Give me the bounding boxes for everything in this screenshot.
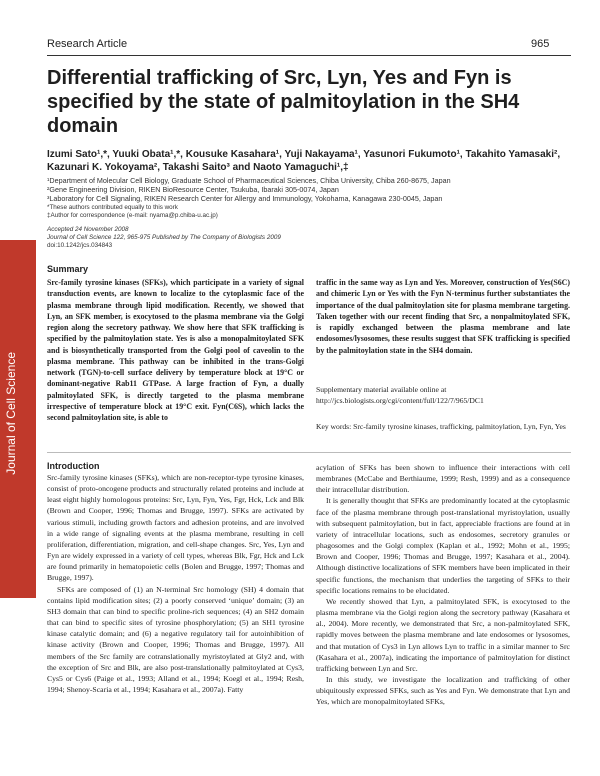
page-number: 965 [531,38,550,50]
affiliation-1: ¹Department of Molecular Cell Biology, Graduate School of Pharmaceutical Sciences, Chiba University, Chiba 260-8675, Japan [47,176,451,185]
header-rule [47,55,571,56]
paragraph: SFKs are composed of (1) an N-terminal Src homology (SH) 4 domain that contains lipid modification sites; (2) a poorly conserved ‘unique’ domain; (3) an SH3 domain that can bind to specific proline-rich sequences; (4) an SH2 domain that can bind to specific sites of tyrosine phosphorylation; (5) an SH1 tyrosine kinase catalytic domain; and (6) a negative regulatory tail for autoinhibition of kinase activity (Brown and Cooper, 1996; Thomas and Brugge, 1997). All members of the Src family are cotranslationally myristoylated at Gly2 and, with the exception of Src and Blk, are also post-translationally palmitoylated at Cys3, Cys5 or Cys6 (Paige et al., 1993; Alland et al., 1994; Koegl et al., 1994; Resh, 1994; Shenoy-Scaria et al., 1994; Kasahara et al., 2007a). Fatty [47,584,304,694]
summary-heading: Summary [47,264,89,274]
summary-right-column: traffic in the same way as Lyn and Yes. Moreover, construction of Yes(S6C) and chimeric Lyn or Yes with the Fyn N-terminus further substantiates the importance of the dual palmitoylation site for plasma membrane targeting. Taken together with our recent finding that Src, a nonpalmitoylated SFK, is rapidly exchanged between the plasma membrane and late endosomes/lysosomes, these results suggest that SFK trafficking is specified by the palmitoylation state in the SH4 domain. [316,278,570,355]
paragraph: It is generally thought that SFKs are predominantly located at the cytoplasmic face of the plasma membrane through post-translational myristoylation, usually with subsequent palmitoylation, but in fact, appreciable fractions are found at in variety of intracellular locations, such as endosomes, secretory granules or phagosomes and the Golgi complex (Kaplan et al., 1992; Mohn et al., 1995; Brown and Cooper, 1996; Thomas and Brugge, 1997; Kasahara et al., 2004). Although distinctive localizations of SFK members have been implicated in their specific functions, the mechanism that underlies the targeting of SFKs to their specific locations remains to be elucidated. [316,496,570,595]
paragraph: In this study, we investigate the localization and trafficking of other ubiquitously expressed SFKs, such as Yes and Fyn. We demonstrate that Lyn and Yes, which are monopalmitoylated SFKs, [316,674,570,707]
section-divider [47,452,571,453]
paragraph: Src-family tyrosine kinases (SFKs), which are non-receptor-type tyrosine kinases, consist of proto-oncogene products and structurally related proteins and include at least eight highly homologous proteins: Src, Lyn, Fyn, Yes, Fgr, Hck, Lck and Blk (Brown and Cooper, 1996; Thomas and Brugge, 1997). SFKs are activated by various stimuli, including growth factors and adhesion proteins, and are involved in a wide range of signaling events at the plasma membrane, resulting in cell proliferation, differentiation, migration, and cell-shape changes. Src, Yes, Lyn and Fyn are widely expressed in a variety of cell types, whereas Blk, Fgr, Hck and Lck are found primarily in hematopoietic cells (Bolen and Brugge, 1997; Thomas and Brugge, 1997). [47,473,304,583]
paragraph: We recently showed that Lyn, a palmitoylated SFK, is exocytosed to the plasma membrane via the Golgi region along the secretory pathway (Kasahara et al., 2004). More recently, we demonstrated that Src, a non-palmitoylated SFK, rapidly moves between the plasma membrane and late endosomes or lysosomes, and that mutation of Cys3 in Lyn allows Lyn to traffic in a similar manner to Src (Kasahara et al., 2007a), indicating the importance of palmitoylation for distinct trafficking between Lyn and Src. [316,596,570,673]
correspondence-note: ‡Author for correspondence (e-mail: nyama@p.chiba-u.ac.jp) [47,212,218,219]
section-label: Research Article [47,38,128,50]
affiliation-2: ²Gene Engineering Division, RIKEN BioResource Center, Tsukuba, Ibaraki 305-0074, Japan [47,185,339,194]
journal-citation: Journal of Cell Science 122, 965-975 Published by The Company of Biologists 2009 [47,234,281,241]
accepted-date: Accepted 24 November 2008 [47,226,129,233]
author-list: Izumi Sato¹,*, Yuuki Obata¹,*, Kousuke Kasahara¹, Yuji Nakayama¹, Yasunori Fukumoto¹, Takahito Yamasaki², Kazunari K. Yokoyama², Takashi Saito³ and Naoto Yamaguchi¹,‡ [47,149,561,173]
journal-name: Journal of Cell Science [4,352,18,475]
summary-left-column: Src-family tyrosine kinases (SFKs), which participate in a variety of signal transduction events, are known to localize to the cytoplasmic face of the plasma membrane through lipid modification. Recently, we showed that Lyn, an SFK member, is exocytosed to the plasma membrane via the Golgi region along the secretory pathway. We show here that SFK trafficking is specified by the palmitoylation state. Yes is also a monopalmitoylated SFK and is biosynthetically transported from the Golgi pool of caveolin to the plasma membrane. This pathway can be inhibited in the trans-Golgi network (TGN)-to-cell surface delivery by temperature block at 19°C or dominant-negative Rab11 GTPase. A large fraction of Fyn, a dually palmitoylated SFK, is directly targeted to the plasma membrane irrespective of temperature block at 19°C exit. Fyn(C6S), which lacks the second palmitoylation site, is able to [47,278,304,422]
article-title: Differential trafficking of Src, Lyn, Yes and Fyn is specified by the state of palmitoylation in the SH4 domain [47,67,520,137]
introduction-heading: Introduction [47,461,100,471]
introduction-right-column [316,462,570,707]
doi: doi:10.1242/jcs.034843 [47,242,113,249]
affiliation-3: ³Laboratory for Cell Signaling, RIKEN Research Center for Allergy and Immunology, Yokohama, Kanagawa 230-0045, Japan [47,194,443,203]
introduction-left-column [47,472,304,695]
keywords: Key words: Src-family tyrosine kinases, trafficking, palmitoylation, Lyn, Fyn, Yes [316,422,566,431]
supplementary-link[interactable]: Supplementary material available online at http://jcs.biologists.org/cgi/content/full/122/7/965/DC1 [316,385,484,406]
paragraph: acylation of SFKs has been shown to influence their interactions with cell membranes (McCabe and Berthiaume, 1999; Resh, 1999) and as a consequence their intracellular distribution. [316,463,570,495]
equal-contribution-note: *These authors contributed equally to this work [47,204,178,211]
